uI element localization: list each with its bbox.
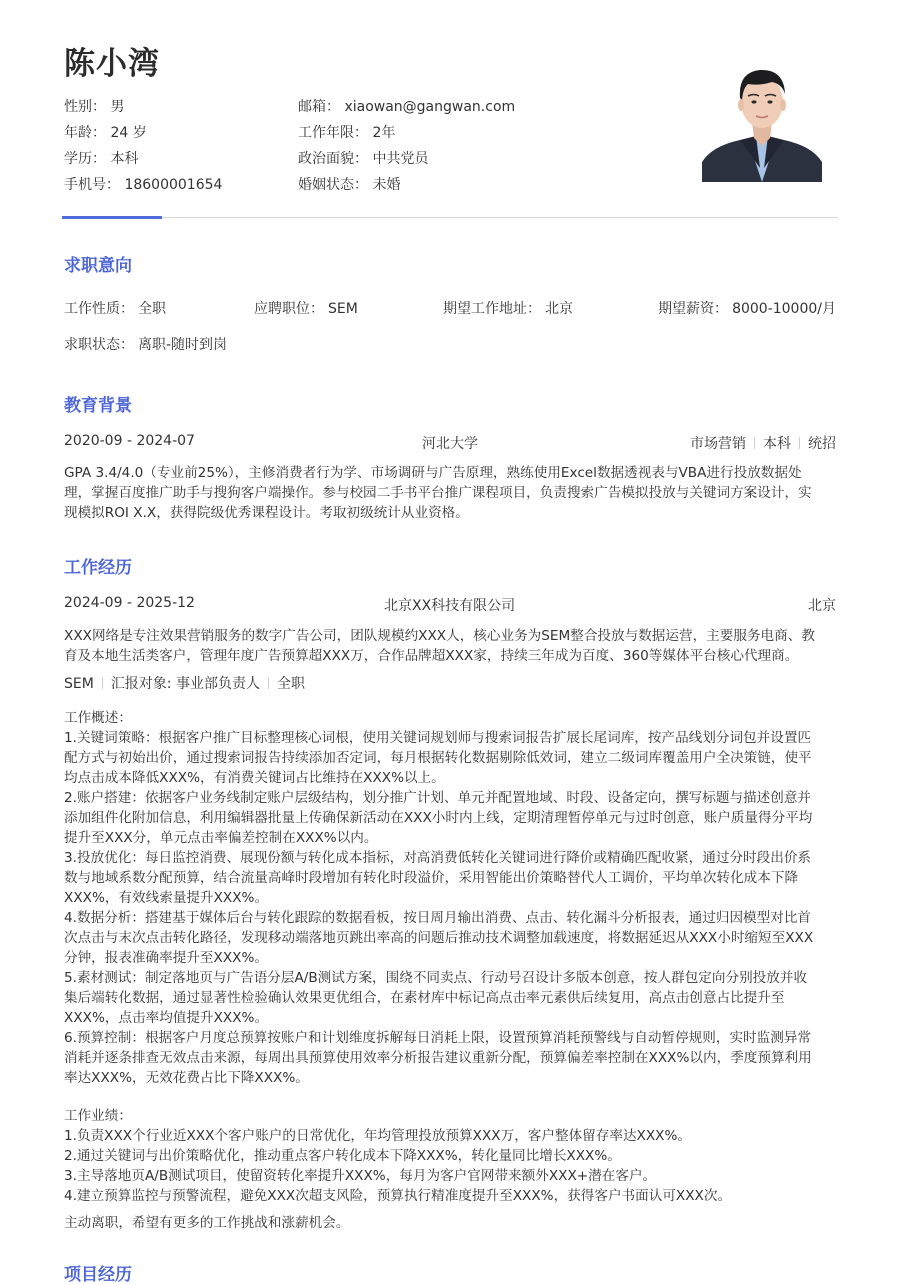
section-title-project: 项目经历 — [64, 1265, 132, 1285]
work-overview-line: 均点击成本降低XXX%，有消费关键词占比维持在XXX%以上。 — [64, 770, 445, 786]
work-leave-reason: 主动离职，希望有更多的工作挑战和涨薪机会。 — [64, 1215, 350, 1231]
education-mode: 统招 — [808, 436, 836, 452]
intent-type-value: 全职 — [138, 301, 166, 317]
candidate-name: 陈小湾 — [64, 46, 160, 82]
intent-position — [254, 298, 358, 318]
intent-salary — [658, 298, 836, 318]
work-achievements — [64, 1106, 840, 1206]
work-overview-line: 4.数据分析：搭建基于媒体后台与转化跟踪的数据看板，按日周月输出消费、点击、转化漏斗分析报表，通过归因模型对比首 — [64, 910, 812, 926]
age-row — [64, 122, 147, 142]
email-row — [298, 96, 515, 116]
email-value[interactable]: xiaowan@gangwan.com — [344, 99, 516, 115]
education-school: 河北大学 — [422, 436, 478, 452]
separator — [799, 437, 800, 449]
work-years-value: 2年 — [372, 125, 396, 141]
intent-status-label: 求职状态： — [64, 337, 134, 353]
section-title-work: 工作经历 — [64, 558, 132, 578]
phone-row — [64, 174, 222, 194]
gender-value: 男 — [110, 99, 125, 115]
work-overview-line: 次点击与末次点击转化路径，发现移动端落地页跳出率高的问题后推动技术调整加载速度，将数据延迟从XXX小时缩短至XXX — [64, 930, 814, 946]
section-title-intent: 求职意向 — [64, 256, 132, 276]
education-meta — [690, 433, 836, 453]
work-overview-line: 6.预算控制：根据客户月度总预算按账户和计划维度拆解每日消耗上限，设置预算消耗预警线与自动暂停规则，实时监测异常 — [64, 1030, 812, 1046]
education-degree: 本科 — [763, 436, 791, 452]
header-divider — [62, 217, 838, 218]
intent-location-label: 期望工作地址： — [443, 301, 541, 317]
age-value: 24 岁 — [110, 125, 147, 141]
intent-location-value: 北京 — [545, 301, 573, 317]
separator — [754, 437, 755, 449]
age-label: 年龄： — [64, 125, 106, 141]
education-line: GPA 3.4/4.0（专业前25%），主修消费者行为学、市场调研与广告原理，熟练使用Excel数据透视表与VBA进行投放数据处 — [64, 465, 802, 481]
avatar-portrait-icon — [702, 50, 822, 182]
work-overview-line: 3.投放优化：每日监控消费、展现份额与转化成本指标，对高消费低转化关键词进行降价或精确匹配收紧，通过分时段出价系 — [64, 850, 812, 866]
marriage-value: 未婚 — [372, 177, 401, 193]
intent-status-value: 离职-随时到岗 — [138, 337, 228, 353]
gender-label: 性别： — [64, 99, 106, 115]
work-overview — [64, 708, 840, 1088]
education-line: 现模拟ROI X.X，获得院级优秀课程设计。考取初级统计从业资格。 — [64, 505, 469, 521]
intent-salary-value: 8000-10000/月 — [732, 301, 836, 317]
work-overview-line: 集后端转化数据，通过显著性检验确认效果更优组合，在素材库中标记高点击率元素供后续复用，高点击创意占比提升至 — [64, 990, 785, 1006]
work-overview-line: 分钟，报表准确率提升至XXX%。 — [64, 950, 268, 966]
work-company-intro — [64, 626, 840, 666]
work-overview-line: 5.素材测试：制定落地页与广告语分层A/B测试方案，围绕不同卖点、行动号召设计多版本创意，按人群包定向分别投放并收 — [64, 970, 808, 986]
work-overview-line: 工作概述： — [64, 710, 132, 726]
email-label: 邮箱： — [298, 99, 340, 115]
intent-type — [64, 298, 166, 318]
education-major: 市场营销 — [690, 436, 746, 452]
separator — [102, 677, 103, 689]
work-achievement-line: 工作业绩： — [64, 1108, 132, 1124]
work-report-to: 汇报对象: 事业部负责人 — [110, 676, 260, 692]
work-intro-line: XXX网络是专注效果营销服务的数字广告公司，团队规模约XXX人，核心业务为SEM整合投放与数据运营，主要服务电商、教 — [64, 628, 815, 644]
education-level-label: 学历： — [64, 151, 106, 167]
work-years-label: 工作年限： — [298, 125, 368, 141]
work-overview-line: XXX%，点击率均值提升XXX%。 — [64, 1010, 269, 1026]
education-line: 理，掌握百度推广助手与搜狗客户端操作。参与校园二手书平台推广课程项目，负责搜索广告模拟投放与关键词方案设计，实 — [64, 485, 812, 501]
work-achievement-line: 1.负责XXX个行业近XXX个客户账户的日常优化，年均管理投放预算XXX万，客户整体留存率达XXX%。 — [64, 1128, 692, 1144]
work-overview-line: 1.关键词策略：根据客户推广目标整理核心词根，使用关键词规划师与搜索词报告扩展长尾词库，按产品线划分词包并设置匹 — [64, 730, 812, 746]
intent-type-label: 工作性质： — [64, 301, 134, 317]
work-achievement-line: 4.建立预算监控与预警流程，避免XXX次超支风险，预算执行精准度提升至XXX%，获得客户书面认可XXX次。 — [64, 1188, 732, 1204]
work-employment-type: 全职 — [276, 676, 305, 692]
work-company: 北京XX科技有限公司 — [384, 598, 516, 614]
separator — [268, 677, 269, 689]
work-tags — [64, 673, 305, 693]
politics-row — [298, 148, 428, 168]
profile-photo — [702, 50, 822, 182]
work-overview-line: 添加组件化附加信息，利用编辑器批量上传确保新活动在XXX小时内上线，定期清理暂停单元与过时创意，账户质量得分平均 — [64, 810, 813, 826]
work-overview-line: XXX%，有效线索量提升XXX%。 — [64, 890, 269, 906]
work-years-row — [298, 122, 395, 142]
education-level-value: 本科 — [110, 151, 139, 167]
header-divider-accent — [62, 216, 162, 219]
intent-location — [443, 298, 573, 318]
intent-position-label: 应聘职位： — [254, 301, 324, 317]
gender-row — [64, 96, 124, 116]
education-description — [64, 463, 840, 523]
work-overview-line: 消耗并逐条排查无效点击来源，每周出具预算使用效率分析报告建议重新分配，预算偏差率控制在XXX%以内，季度预算利用 — [64, 1050, 812, 1066]
work-overview-line: 提升至XXX分，单元点击率偏差控制在XXX%以内。 — [64, 830, 378, 846]
work-achievement-line: 2.通过关键词与出价策略优化，推动重点客户转化成本下降XXX%，转化量同比增长XXX%。 — [64, 1148, 621, 1164]
phone-label: 手机号： — [64, 177, 120, 193]
work-overview-line: 配方式与初始出价，通过搜索词报告持续添加否定词，每月根据转化数据剔除低效词，建立二级词库覆盖用户全决策链，使平 — [64, 750, 812, 766]
work-overview-line: 数与地域系数分配预算，结合流量高峰时段增加有转化时段溢价，采用智能出价策略替代人工调价，平均单次转化成本下降 — [64, 870, 799, 886]
politics-value: 中共党员 — [372, 151, 429, 167]
work-overview-line: 2.账户搭建：依据客户业务线制定账户层级结构，划分推广计划、单元并配置地域、时段、设备定向，撰写标题与描述创意并 — [64, 790, 812, 806]
section-title-education: 教育背景 — [64, 396, 132, 416]
intent-salary-label: 期望薪资： — [658, 301, 729, 317]
marriage-row — [298, 174, 400, 194]
intent-position-value: SEM — [328, 301, 358, 317]
phone-value[interactable]: 18600001654 — [124, 177, 223, 193]
marriage-label: 婚姻状态： — [298, 177, 368, 193]
education-period: 2020-09 - 2024-07 — [64, 433, 195, 449]
politics-label: 政治面貌： — [298, 151, 368, 167]
work-overview-line: 率达XXX%，无效花费占比下降XXX%。 — [64, 1070, 309, 1086]
work-city: 北京 — [808, 598, 836, 614]
intent-status — [64, 334, 227, 354]
work-achievement-line: 3.主导落地页A/B测试项目，使留资转化率提升XXX%，每月为客户官网带来额外XXX+潜在客户。 — [64, 1168, 657, 1184]
work-role: SEM — [64, 676, 94, 692]
work-intro-line: 育及本地生活类客户，管理年度广告预算超XXX万，合作品牌超XXX家，持续三年成为百度、360等媒体平台核心代理商。 — [64, 648, 799, 664]
education-level-row — [64, 148, 138, 168]
work-period: 2024-09 - 2025-12 — [64, 595, 195, 611]
